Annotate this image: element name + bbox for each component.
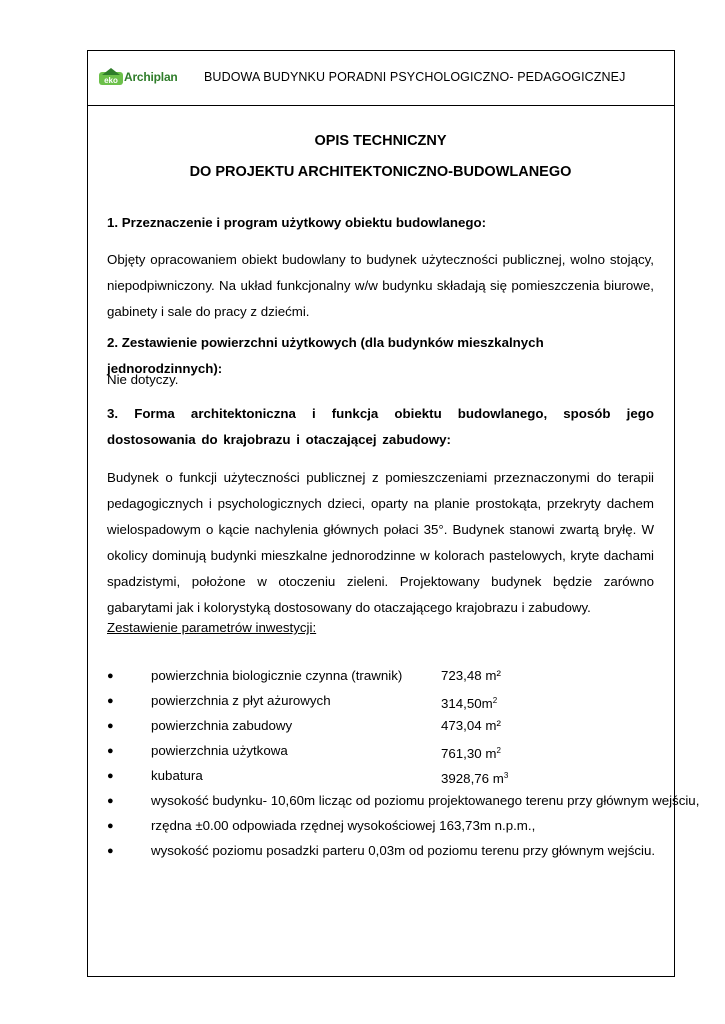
logo-text: Archiplan: [124, 70, 178, 84]
param-label: kubatura: [151, 768, 203, 783]
section1-text: Objęty opracowaniem obiekt budowlany to budynek użyteczności publicznej, wolno stojący, niepodpiwniczony. Na układ funkcjonalny w/w budynku składają się pomieszczenia biurowe, gabinety i sale do pracy z dziećmi.: [107, 252, 654, 319]
section2-text: Nie dotyczy.: [107, 372, 179, 387]
param-label: powierzchnia użytkowa: [151, 743, 288, 758]
section3-heading: 3. Forma architektoniczna i funkcja obiektu budowlanego, sposób jego dostosowania do krajobrazu i otaczającej zabudowy:: [107, 406, 654, 447]
logo-prefix: eko: [104, 76, 118, 85]
bullet-icon: ●: [107, 845, 114, 857]
param-unit-exponent: 2: [492, 696, 498, 705]
param-value: [441, 691, 497, 714]
note-text: wysokość poziomu posadzki parteru 0,03m od poziomu terenu przy głównym wejściu.: [151, 843, 656, 858]
param-unit-exponent: 3: [503, 771, 509, 780]
bullet-icon: ●: [107, 720, 114, 732]
param-value-text: 761,30 m: [441, 746, 497, 761]
param-label: powierzchnia zabudowy: [151, 718, 293, 733]
bullet-icon: ●: [107, 745, 114, 757]
house-logo-icon: [98, 67, 124, 87]
param-value-text: 3928,76 m: [441, 771, 504, 786]
bullet-icon: ●: [107, 670, 114, 682]
document-header: [88, 51, 674, 106]
param-label: powierzchnia biologicznie czynna (trawnik): [151, 668, 403, 683]
bullet-icon: ●: [107, 795, 114, 807]
bullet-icon: ●: [107, 770, 114, 782]
param-value: [441, 741, 501, 764]
section2-heading: 2. Zestawienie powierzchni użytkowych (dla budynków mieszkalnych jednorodzinnych):: [107, 335, 544, 376]
param-value-text: 314,50m: [441, 696, 493, 711]
doc-subtitle: DO PROJEKTU ARCHITEKTONICZNO-BUDOWLANEGO: [189, 164, 572, 180]
param-value-text: 723,48 m²: [441, 668, 501, 683]
param-value-text: 473,04 m²: [441, 718, 501, 733]
bullet-icon: ●: [107, 695, 114, 707]
param-label: powierzchnia z płyt ażurowych: [151, 693, 331, 708]
section1-heading: 1. Przeznaczenie i program użytkowy obiektu budowlanego:: [107, 215, 487, 230]
param-unit-exponent: 2: [496, 746, 501, 755]
bullet-icon: ●: [107, 820, 114, 832]
note-text: rzędna ±0.00 odpowiada rzędnej wysokościowej 163,73m n.p.m.,: [151, 818, 536, 833]
section3-text: Budynek o funkcji użyteczności publicznej z pomieszczeniami przeznaczonymi do terapii pedagogicznych i psychologicznych dzieci, oparty na planie prostokąta, przekryty dachem wielospadowym o kącie nachylenia głównych połaci 35°. Budynek stanowi zwartą bryłę. W okolicy dominują budynki mieszkalne jednorodzinne w kolorach pastelowych, kryte dachami spadzistymi, położone w otoczeniu zieleni. Projektowany budynek będzie zarówno gabarytami jak i kolorystyką dostosowany do otaczającego krajobrazu i zabudowy.: [107, 470, 654, 615]
doc-title: OPIS TECHNICZNY: [314, 133, 447, 149]
company-logo: [98, 66, 178, 88]
param-value: [441, 666, 501, 686]
params-heading: Zestawienie parametrów inwestycji:: [107, 620, 317, 635]
note-text: wysokość budynku- 10,60m licząc od poziomu projektowanego terenu przy głównym wejściu,: [151, 793, 700, 808]
param-value: [441, 766, 508, 789]
param-value: [441, 716, 501, 736]
header-title: BUDOWA BUDYNKU PORADNI PSYCHOLOGICZNO- PEDAGOGICZNEJ: [204, 70, 626, 84]
